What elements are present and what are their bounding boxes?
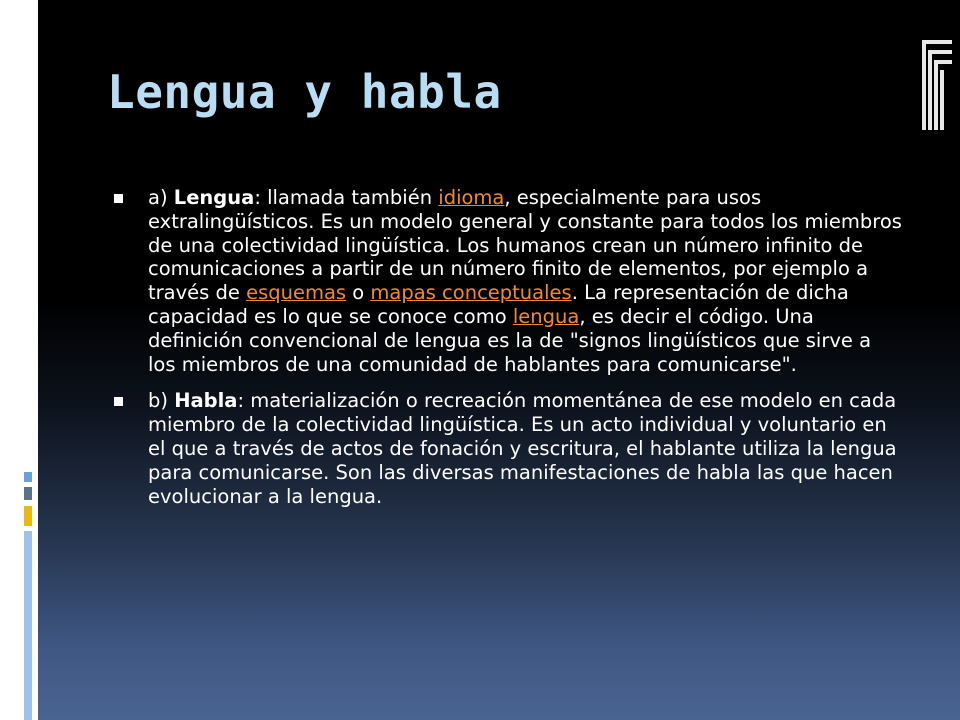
bullet-habla-prefix: b) bbox=[148, 389, 175, 413]
bullet-lengua bbox=[113, 186, 903, 376]
accent-block-slate bbox=[24, 487, 32, 500]
bullet-square-icon bbox=[114, 194, 123, 203]
accent-block-gold bbox=[24, 506, 32, 526]
bullet-lengua-prefix: a) bbox=[148, 186, 174, 209]
corner-bars-icon bbox=[922, 40, 952, 130]
bullet-habla bbox=[113, 389, 903, 508]
text-segment: , especialmente para usos extralingüísticos. Es un modelo general y constante para todos los miembros de una colectividad lingüística. Los humanos crean un número infinito de comunicaciones a partir de un número finito de elementos, por ejemplo a través de bbox=[148, 186, 902, 305]
bullet-list bbox=[113, 186, 903, 521]
left-decorative-band bbox=[0, 0, 38, 720]
link-esquemas[interactable]: esquemas bbox=[246, 281, 347, 305]
text-segment: : materialización o recreación momentánea de ese modelo en cada miembro de la colectividad lingüística. Es un acto individual y voluntario en el que a través de actos de fonación y escritura, el hablante utiliza la lengua para comunicarse. Son las diversas manifestaciones de habla las que hacen evolucionar a la lengua. bbox=[148, 389, 897, 508]
text-segment: o bbox=[346, 281, 371, 305]
term-lengua: Lengua bbox=[173, 186, 255, 209]
bullet-square-icon bbox=[114, 397, 123, 406]
accent-block-blue bbox=[24, 472, 32, 482]
text-segment: , es decir el código. Una definición convencional de lengua es la de "signos lingüísticos que sirve a los miembros de una comunidad de hablantes para comunicarse". bbox=[148, 304, 872, 376]
slide-title: Lengua y habla bbox=[107, 65, 502, 119]
link-mapas-conceptuales[interactable]: mapas conceptuales bbox=[370, 281, 572, 305]
link-idioma[interactable]: idioma bbox=[438, 186, 505, 209]
accent-block-lightblue bbox=[24, 531, 32, 720]
text-segment: . La representación de dicha capacidad es lo que se conoce como bbox=[148, 281, 849, 328]
bullet-habla-text bbox=[148, 389, 903, 508]
term-habla: Habla bbox=[174, 389, 238, 413]
bullet-lengua-text bbox=[148, 186, 903, 376]
link-lengua[interactable]: lengua bbox=[512, 304, 580, 328]
text-segment: : llamada también bbox=[254, 186, 439, 209]
